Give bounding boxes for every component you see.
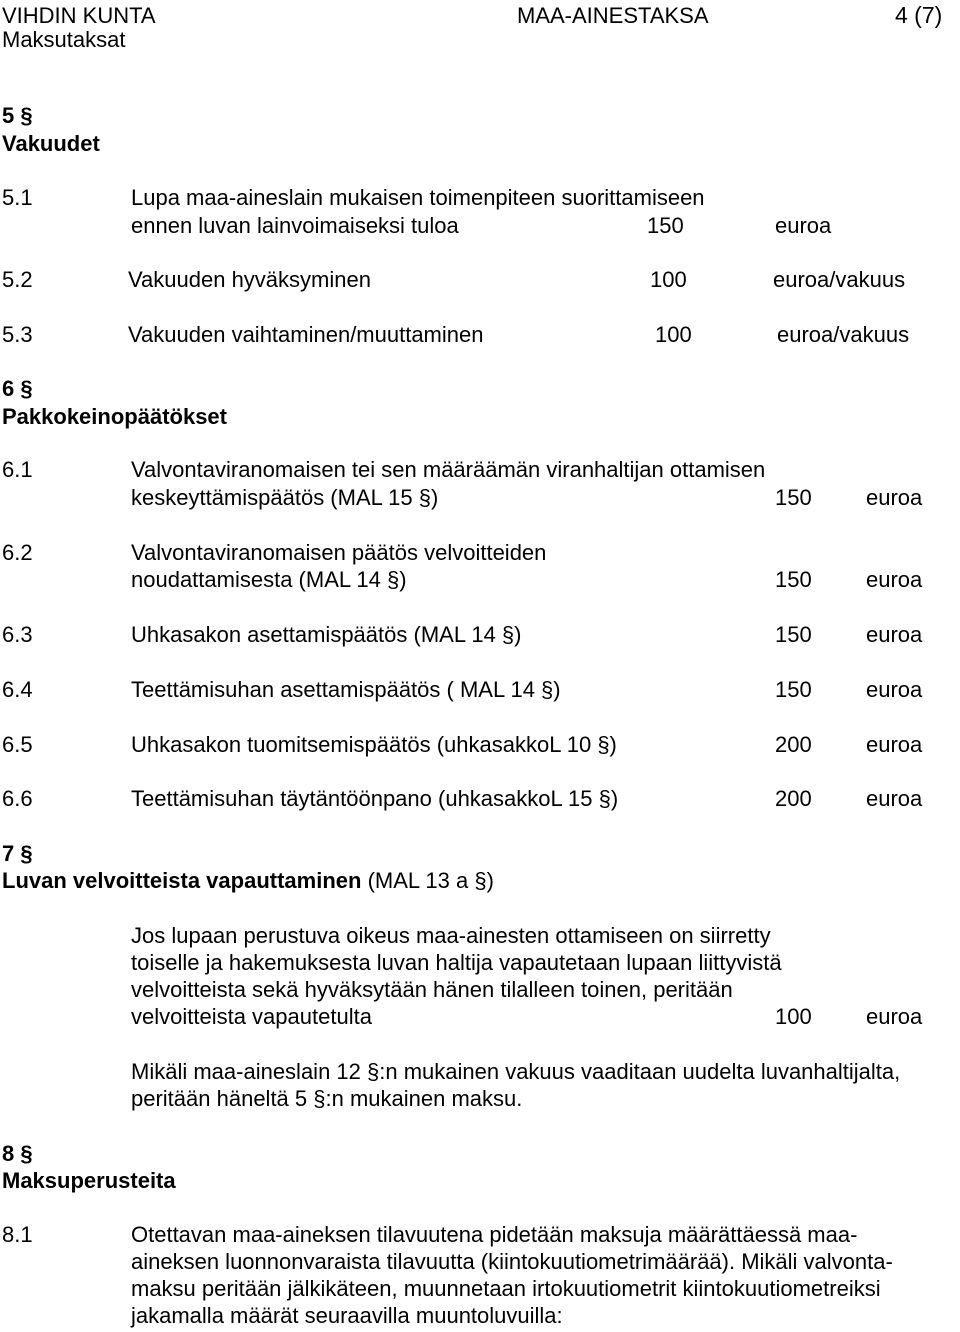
item-6-4-unit: euroa bbox=[866, 677, 923, 702]
header-org: VIHDIN KUNTA bbox=[2, 3, 156, 28]
item-6-2-text-line-2: noudattamisesta (MAL 14 §) bbox=[131, 567, 407, 592]
item-5-3-text: Vakuuden vaihtaminen/muuttaminen bbox=[128, 322, 484, 347]
item-5-2-text: Vakuuden hyväksyminen bbox=[128, 267, 371, 292]
section-6-title: Pakkokeinopäätökset bbox=[2, 404, 227, 429]
section-5-number: 5 § bbox=[2, 103, 33, 128]
section-7-paragraph-line-4: velvoitteista vapautetulta bbox=[131, 1004, 372, 1029]
item-6-2-unit: euroa bbox=[866, 567, 923, 592]
item-6-4-number: 6.4 bbox=[2, 677, 33, 702]
item-6-2-amount: 150 bbox=[775, 567, 812, 592]
header-doc-name: MAA-AINESTAKSA bbox=[517, 3, 709, 28]
item-5-3-unit: euroa/vakuus bbox=[777, 322, 910, 347]
section-7-note-line-2: peritään häneltä 5 §:n mukainen maksu. bbox=[131, 1086, 523, 1111]
section-7-number: 7 § bbox=[2, 841, 33, 866]
item-5-3-amount: 100 bbox=[655, 322, 692, 347]
section-8-title: Maksuperusteita bbox=[2, 1168, 176, 1193]
section-7-amount: 100 bbox=[775, 1004, 812, 1029]
item-5-1-text-line-2: ennen luvan lainvoimaiseksi tuloa bbox=[131, 213, 459, 238]
item-8-1-text-line-4: jakamalla määrät seuraavilla muuntoluvuilla: bbox=[131, 1303, 563, 1328]
item-5-1-unit: euroa bbox=[775, 213, 832, 238]
item-6-1-number: 6.1 bbox=[2, 457, 33, 482]
item-6-4-text: Teettämisuhan asettamispäätös ( MAL 14 §) bbox=[131, 677, 561, 702]
item-6-2-number: 6.2 bbox=[2, 540, 33, 565]
item-8-1-text-line-1: Otettavan maa-aineksen tilavuutena pidetään maksuja määrättäessä maa- bbox=[131, 1222, 858, 1247]
section-7-paragraph-line-2: toiselle ja hakemuksesta luvan haltija vapautetaan lupaan liittyvistä bbox=[131, 950, 782, 975]
item-5-1-number: 5.1 bbox=[2, 185, 33, 210]
item-5-2-number: 5.2 bbox=[2, 267, 33, 292]
section-7-paragraph-line-3: velvoitteista sekä hyväksytään hänen tilalleen toinen, peritään bbox=[131, 977, 733, 1002]
item-6-4-amount: 150 bbox=[775, 677, 812, 702]
item-6-5-text: Uhkasakon tuomitsemispäätös (uhkasakkoL 10 §) bbox=[131, 732, 617, 757]
section-7-title: Luvan velvoitteista vapauttaminen bbox=[2, 868, 362, 893]
item-6-5-amount: 200 bbox=[775, 732, 812, 757]
section-5-title: Vakuudet bbox=[2, 131, 100, 156]
item-6-6-text: Teettämisuhan täytäntöönpano (uhkasakkoL 15 §) bbox=[131, 786, 619, 811]
item-6-1-text-line-1: Valvontaviranomaisen tei sen määräämän viranhaltijan ottamisen bbox=[131, 457, 766, 482]
item-5-2-unit: euroa/vakuus bbox=[773, 267, 906, 292]
item-6-3-number: 6.3 bbox=[2, 622, 33, 647]
item-5-1-text-line-1: Lupa maa-aineslain mukaisen toimenpiteen suorittamiseen bbox=[131, 185, 705, 210]
item-8-1-text-line-3: maksu peritään jälkikäteen, muunnetaan irtokuutiometrit kiintokuutiometreiksi bbox=[131, 1276, 881, 1301]
item-6-6-unit: euroa bbox=[866, 786, 923, 811]
header-subtitle: Maksutaksat bbox=[2, 27, 126, 52]
item-8-1-text-line-2: aineksen luonnonvaraista tilavuutta (kiintokuutiometrimäärää). Mikäli valvonta- bbox=[131, 1249, 893, 1274]
item-8-1-number: 8.1 bbox=[2, 1222, 33, 1247]
item-6-1-unit: euroa bbox=[866, 485, 923, 510]
item-6-2-text-line-1: Valvontaviranomaisen päätös velvoitteiden bbox=[131, 540, 547, 565]
section-7-note-line-1: Mikäli maa-aineslain 12 §:n mukainen vakuus vaaditaan uudelta luvanhaltijalta, bbox=[131, 1059, 901, 1084]
item-6-6-number: 6.6 bbox=[2, 786, 33, 811]
item-6-3-amount: 150 bbox=[775, 622, 812, 647]
section-7-paragraph-line-1: Jos lupaan perustuva oikeus maa-ainesten ottamiseen on siirretty bbox=[131, 923, 771, 948]
item-5-2-amount: 100 bbox=[650, 267, 687, 292]
item-6-3-unit: euroa bbox=[866, 622, 923, 647]
item-6-1-amount: 150 bbox=[775, 485, 812, 510]
item-6-3-text: Uhkasakon asettamispäätös (MAL 14 §) bbox=[131, 622, 522, 647]
section-7-title-suffix: (MAL 13 a §) bbox=[367, 868, 494, 893]
item-5-3-number: 5.3 bbox=[2, 322, 33, 347]
item-6-5-unit: euroa bbox=[866, 732, 923, 757]
header-page-number: 4 (7) bbox=[895, 2, 943, 28]
section-6-number: 6 § bbox=[2, 376, 33, 401]
item-6-1-text-line-2: keskeyttämispäätös (MAL 15 §) bbox=[131, 485, 439, 510]
section-7-heading bbox=[2, 867, 494, 894]
item-6-5-number: 6.5 bbox=[2, 732, 33, 757]
section-8-number: 8 § bbox=[2, 1141, 33, 1166]
item-6-6-amount: 200 bbox=[775, 786, 812, 811]
section-7-unit: euroa bbox=[866, 1004, 923, 1029]
item-5-1-amount: 150 bbox=[647, 213, 684, 238]
